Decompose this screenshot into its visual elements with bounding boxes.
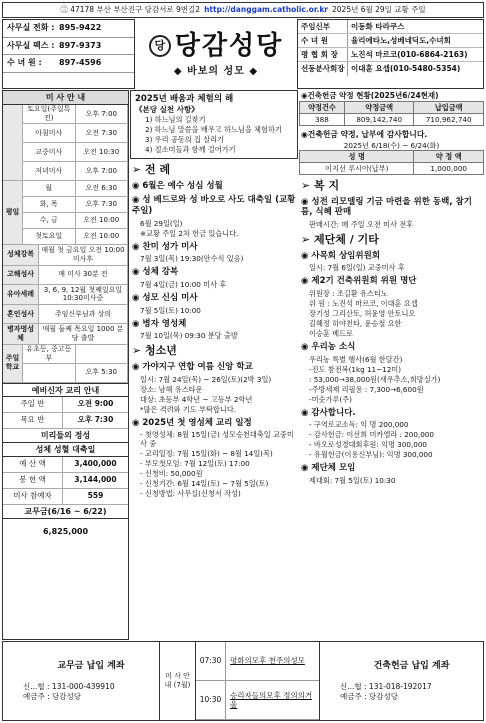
liturgy-section-title: ➢ 전 례 bbox=[132, 163, 171, 176]
building-account-owner: 예금주 : 당감성당 bbox=[340, 691, 399, 701]
section-item-detail: - 구역로교소독: 익 명 200,000 bbox=[309, 420, 409, 430]
schedule-time: 오전 6:30 bbox=[76, 181, 129, 197]
right-column bbox=[299, 90, 484, 640]
offering-name: 미사 참예자 bbox=[3, 489, 63, 504]
section-item-detail: - 부모첫모임: 7월 12일(토) 17:00 bbox=[140, 459, 250, 469]
offering-value: 3,400,000 bbox=[74, 459, 117, 469]
building-account-number: 신...협 : 131-018-192017 bbox=[340, 682, 432, 692]
theme-title: 2025년 배움과 체험의 해 bbox=[135, 94, 234, 104]
misc-label: 유아세례 bbox=[3, 285, 39, 306]
section-item-detail: 장기성 그리산토, 허윤영 안토니오 bbox=[309, 309, 416, 319]
schedule-name: 유초등, 중고등부 bbox=[23, 345, 76, 364]
section-item-detail: 대상: 초등부 4학년 ~ 고등부 2학년 bbox=[140, 394, 253, 404]
building-fund-table bbox=[299, 101, 484, 126]
offering-row bbox=[3, 457, 128, 473]
section-item-detail: 일시: 7월 6일(일) 교중미사 후 bbox=[309, 263, 405, 273]
mass-schedule-title: 미 사 안 내 bbox=[3, 91, 128, 105]
theme-item: 2) 하느님 말씀을 배우고 하느님을 체험하기 bbox=[145, 125, 282, 134]
edu-name: 목요 반 bbox=[3, 413, 63, 428]
section-item-detail: - 감사헌금: 이선희 미카엘라 : 200,000 bbox=[309, 430, 434, 440]
section-item-heading: ◉ 제단체 모임 bbox=[301, 463, 356, 474]
contact-value: 895-9422 bbox=[59, 23, 102, 33]
table-cell: 약정건수 bbox=[300, 102, 345, 114]
groups-section-title: ➢ 제단체 / 기타 bbox=[301, 233, 379, 247]
offering-value: 3,144,000 bbox=[74, 475, 117, 485]
section-item-detail: - 바오로성경대회후원: 익명 300,000 bbox=[309, 440, 427, 450]
address-text: ㊂ 47178 부산 부산진구 당감서로 9번길2 bbox=[60, 5, 201, 15]
staff-value: 이대훈 요셉(010-5480-5354) bbox=[351, 64, 461, 74]
staff-row bbox=[298, 62, 483, 76]
section-item-heading: ◉ 사목회 상임위원회 bbox=[301, 250, 381, 261]
staff-key: 주임신부 bbox=[298, 20, 348, 33]
schedule-name: 아침미사 bbox=[23, 124, 76, 143]
section-item-heading: ◉ 2025년 첫 영성체 교리 일정 bbox=[132, 417, 252, 428]
contact-key: 사무실 팩스 : bbox=[7, 40, 55, 50]
contact-key: 수 녀 원 : bbox=[7, 58, 42, 68]
edu-row bbox=[3, 413, 128, 429]
table-cell: 1,000,000 bbox=[414, 163, 484, 175]
table-cell: 성 명 bbox=[300, 151, 414, 163]
schedule-time: 오후 7:30 bbox=[76, 197, 129, 213]
edu-title: 예비신자 교리 안내 bbox=[3, 383, 128, 397]
schedule-name: 월 bbox=[23, 181, 76, 197]
schedule-name: 첫토요일 bbox=[23, 229, 76, 245]
welfare-section-title: ➢ 복 지 bbox=[301, 179, 340, 193]
theme-item: 3) 우리 공동의 집 살리기 bbox=[145, 135, 225, 144]
welfare-item: ◉ 성전 리모델링 기금 마련을 위한 동백, 참기름, 식혜 판매 bbox=[301, 196, 472, 218]
tithe-account-owner: 예금주 : 당감성당 bbox=[23, 691, 82, 701]
schedule-name bbox=[23, 364, 76, 383]
contact-value: 897-9373 bbox=[59, 40, 102, 50]
staff-row bbox=[298, 48, 483, 62]
section-item-heading: ◉ 병자 영성체 bbox=[132, 318, 187, 329]
staff-key: 선동분사회장 bbox=[298, 62, 348, 76]
schedule-name: 교중미사 bbox=[23, 143, 76, 162]
theme-item: 4) 절소미들과 함께 걸어가기 bbox=[145, 145, 236, 154]
schedule-name: 저녁미사 bbox=[23, 162, 76, 181]
section-item-detail: - 신청기간: 6월 14일(토) ~ 7월 5일(토) bbox=[140, 479, 269, 489]
misc-value: 3, 6, 9, 12월 첫째일요일10:30미사중 bbox=[39, 285, 128, 306]
offering-name: 예 산 액 bbox=[3, 457, 63, 472]
section-item-detail: - 신청방법: 사무실(신청서 작성) bbox=[140, 489, 241, 499]
section-item-detail: 7월 4일(금) 10:00 미사 후 bbox=[140, 279, 227, 289]
misc-label: 혼인성사 bbox=[3, 305, 39, 324]
july-mass-label: 미 사 안 내 (7월) bbox=[160, 642, 196, 720]
misc-label: 병자영성체 bbox=[3, 324, 39, 345]
top-bar bbox=[2, 2, 484, 18]
section-item-detail: 김혜정 히야친타, 윤승철 요한 bbox=[309, 319, 402, 329]
website-link[interactable]: http://danggam.catholic.or.kr bbox=[204, 5, 329, 15]
footer bbox=[2, 641, 484, 721]
staff-value: 노진석 마르코(010-6864-2163) bbox=[351, 49, 468, 59]
schedule-group-label: 평일 bbox=[3, 181, 23, 245]
offering-table bbox=[3, 457, 128, 505]
schedule-name: 수, 금 bbox=[23, 213, 76, 229]
july-mass-row bbox=[196, 642, 319, 681]
section-item-detail: *많은 격려와 기도 부탁합니다. bbox=[140, 404, 237, 414]
table-cell: 약 정 액 bbox=[414, 151, 484, 163]
parish-title: 당감성당 bbox=[174, 31, 284, 61]
section-item-heading: ◉ 감사합니다. bbox=[301, 407, 356, 418]
offering-title: 미리들의 정성 bbox=[3, 429, 128, 443]
section-item-heading: ◉ 제2기 건축위원회 위원 명단 bbox=[301, 276, 417, 287]
schedule-time: 오전 10:30 bbox=[76, 143, 129, 162]
schedule-time: 오후 5:30 bbox=[76, 364, 129, 383]
mass-schedule-table bbox=[3, 105, 128, 383]
staff-box bbox=[297, 19, 484, 89]
schedule-block bbox=[3, 345, 128, 383]
section-item-heading: ◉ 성모 신심 미사 bbox=[132, 292, 198, 303]
schedule-name: 화, 목 bbox=[23, 197, 76, 213]
contact-row bbox=[3, 73, 134, 91]
july-mass-row bbox=[196, 681, 319, 720]
edu-row bbox=[3, 397, 128, 413]
section-item-detail: 7월 5일(토) 10:00 bbox=[140, 305, 201, 315]
schedule-time: 오후 7:00 bbox=[76, 162, 129, 181]
section-item-heading: ◉ 6월은 예수 성심 성월 bbox=[132, 180, 223, 191]
section-item-detail: 위원장 : 조길환 유스티노 bbox=[309, 289, 388, 299]
july-mass-group: 평화의모후 천주의성모 bbox=[230, 656, 305, 666]
offering-subtitle: 성체 성혈 대축일 bbox=[3, 443, 128, 457]
schedule-misc bbox=[3, 245, 128, 345]
table-cell: 이지선 루시아(납부) bbox=[300, 163, 414, 175]
issue-date: 2025년 6월 29일 교황 주일 bbox=[332, 5, 426, 15]
july-mass-time: 10:30 bbox=[196, 681, 226, 719]
table-cell: 388 bbox=[300, 114, 345, 126]
tithe-account-title: 교무금 납입 계좌 bbox=[57, 661, 125, 671]
offering-name: 봉 헌 액 bbox=[3, 473, 63, 488]
july-mass-time: 07:30 bbox=[196, 642, 226, 680]
schedule-time: 오전 7:30 bbox=[76, 124, 129, 143]
section-item-detail: - 첫영성체: 8월 15일(금) 성모승천대축일 교중미사 중 bbox=[140, 430, 294, 449]
schedule-group-label bbox=[3, 105, 23, 181]
thanks-period: 2025년 6/18(수) ~ 6/24(화) bbox=[343, 141, 440, 151]
section-item-detail: - 교리일정: 7월 15일(화) ~ 8월 14일(목) bbox=[140, 449, 273, 459]
section-item-detail: 제대회: 7월 5일(토) 10:30 bbox=[309, 475, 396, 485]
misc-value: 주임신부님과 상의 bbox=[39, 305, 128, 324]
contact-box bbox=[2, 19, 135, 89]
schedule-time: 오후 7:00 bbox=[76, 105, 129, 124]
table-cell: 710,962,740 bbox=[414, 114, 484, 126]
edu-table bbox=[3, 397, 128, 429]
theme-subtitle: 《본당 실천 사항》 bbox=[135, 104, 199, 114]
section-item-heading: ◉ 가야지구 연합 여름 신앙 학교 bbox=[132, 361, 253, 372]
building-account-title: 건축헌금 납입 계좌 bbox=[373, 661, 450, 671]
schedule-column bbox=[2, 90, 129, 640]
parish-subtitle: ◆ 바보의 성모 ◆ bbox=[173, 65, 259, 77]
schedule-time: 오전 10:00 bbox=[76, 213, 129, 229]
section-item-detail: -주방세제 리필용 : 7,300→6,600원 bbox=[309, 384, 424, 394]
section-item-heading: ◉ 우리농 소식 bbox=[301, 342, 356, 353]
logo-area bbox=[136, 19, 296, 89]
section-item-heading: ◉ 찬미 성가 미사 bbox=[132, 241, 198, 252]
staff-value: 율리에타노,성베네딕도,수녀회 bbox=[351, 35, 451, 45]
ward-value: 6,825,000 bbox=[42, 526, 89, 536]
ward-title: 교무금(6/16 ~ 6/22) bbox=[3, 505, 128, 519]
july-mass-table bbox=[196, 642, 320, 720]
misc-value: 매월 둘째 목요일 1000 분당 출발 bbox=[39, 324, 128, 345]
contact-row bbox=[3, 20, 134, 38]
year-theme-box bbox=[130, 90, 298, 159]
building-fund-title: ◉건축헌금 약정 현황(2025년6/24현재) bbox=[301, 91, 439, 100]
tithe-account-number: 신...협 : 131-000-439910 bbox=[23, 682, 115, 692]
edu-name: 주일 반 bbox=[3, 397, 63, 412]
table-cell: 809,142,740 bbox=[344, 114, 414, 126]
staff-row bbox=[298, 20, 483, 34]
schedule-time bbox=[76, 345, 129, 364]
schedule-time: 오전 10:00 bbox=[76, 229, 129, 245]
section-item-detail: 장소: 남해 유스타운 bbox=[140, 384, 203, 394]
staff-row bbox=[298, 34, 483, 48]
middle-column bbox=[130, 90, 298, 640]
contact-row bbox=[3, 38, 134, 56]
staff-value: 이동화 타라쿠스 bbox=[351, 21, 405, 31]
section-item-detail: 우리농 특별 행사(6월 한달간) bbox=[309, 354, 403, 364]
table-cell: 약정금액 bbox=[344, 102, 414, 114]
misc-value: 매월 첫 금요일 오전 10:00 미사후 bbox=[39, 245, 128, 266]
section-item-detail: - 유월헌금(이용신부님): 익명 300,000 bbox=[309, 450, 433, 460]
thanks-title: ◉건축헌금 약정, 납부에 감사합니다. bbox=[301, 130, 428, 140]
table-cell: 납입금액 bbox=[414, 102, 484, 114]
section-item-detail: 일시: 7월 24일(목) ~ 26일(토)(2박 3일) bbox=[140, 374, 272, 384]
thanks-table bbox=[299, 150, 484, 175]
section-item-detail: 7월 10일(목) 09:30 분당 출발 bbox=[140, 331, 238, 341]
schedule-block bbox=[3, 105, 128, 181]
staff-key: 수 녀 원 bbox=[298, 34, 348, 47]
section-item-detail: 이승훈 베드로 bbox=[309, 329, 353, 339]
section-item-detail: ※교황 주일 2차 헌금 있습니다. bbox=[140, 228, 239, 238]
contact-row bbox=[3, 55, 134, 73]
july-mass-group: 승리자들의모후 정의의거울 bbox=[230, 690, 313, 709]
offering-value: 559 bbox=[87, 491, 104, 501]
parish-logo-icon: 당 bbox=[149, 35, 171, 57]
section-item-detail: - 신청비: 50,000원 bbox=[140, 469, 203, 479]
section-item-detail: -진도 참전복(1kg 11~12미) bbox=[309, 364, 402, 374]
schedule-block bbox=[3, 181, 128, 245]
contact-key: 사무실 전화 : bbox=[7, 23, 55, 33]
contact-value: 897-4596 bbox=[59, 58, 102, 68]
welfare-time: 판매시간: 매 주일 오전 미사 전후 bbox=[309, 220, 414, 230]
section-item-heading: ◉ 성체 강복 bbox=[132, 267, 179, 278]
section-item-heading: ◉ 성 베드로와 성 바오로 사도 대축일 (교황 주일) bbox=[132, 195, 296, 216]
section-item-detail: 6월 29일(일) bbox=[140, 218, 183, 228]
section-item-detail: 7월 3일(목) 19:30(안수식 있음) bbox=[140, 254, 244, 264]
schedule-name: 토요일(주일특전) bbox=[23, 105, 76, 124]
offering-row bbox=[3, 489, 128, 505]
misc-label: 성체강복 bbox=[3, 245, 39, 266]
staff-key: 평 협 회 장 bbox=[298, 48, 348, 61]
schedule-group-label: 주일학교 bbox=[3, 345, 23, 383]
theme-item: 1) 하느님의 길찾기 bbox=[145, 115, 206, 124]
section-item-detail: -미숫가루(주) bbox=[309, 394, 352, 404]
section-item-detail: : 53,000→38,000원(새우추소,희망실가) bbox=[309, 374, 441, 384]
edu-time: 오후 7:30 bbox=[77, 415, 114, 425]
edu-time: 오전 9:00 bbox=[77, 399, 114, 409]
misc-value: 매 미사 30분 전 bbox=[39, 266, 128, 285]
offering-row bbox=[3, 473, 128, 489]
misc-label: 고해성사 bbox=[3, 266, 39, 285]
section-item-detail: 위 원 : 노진석 마르코, 이대훈 요셉 bbox=[309, 299, 418, 309]
youth-section-title: ➢ 청소년 bbox=[132, 344, 177, 358]
